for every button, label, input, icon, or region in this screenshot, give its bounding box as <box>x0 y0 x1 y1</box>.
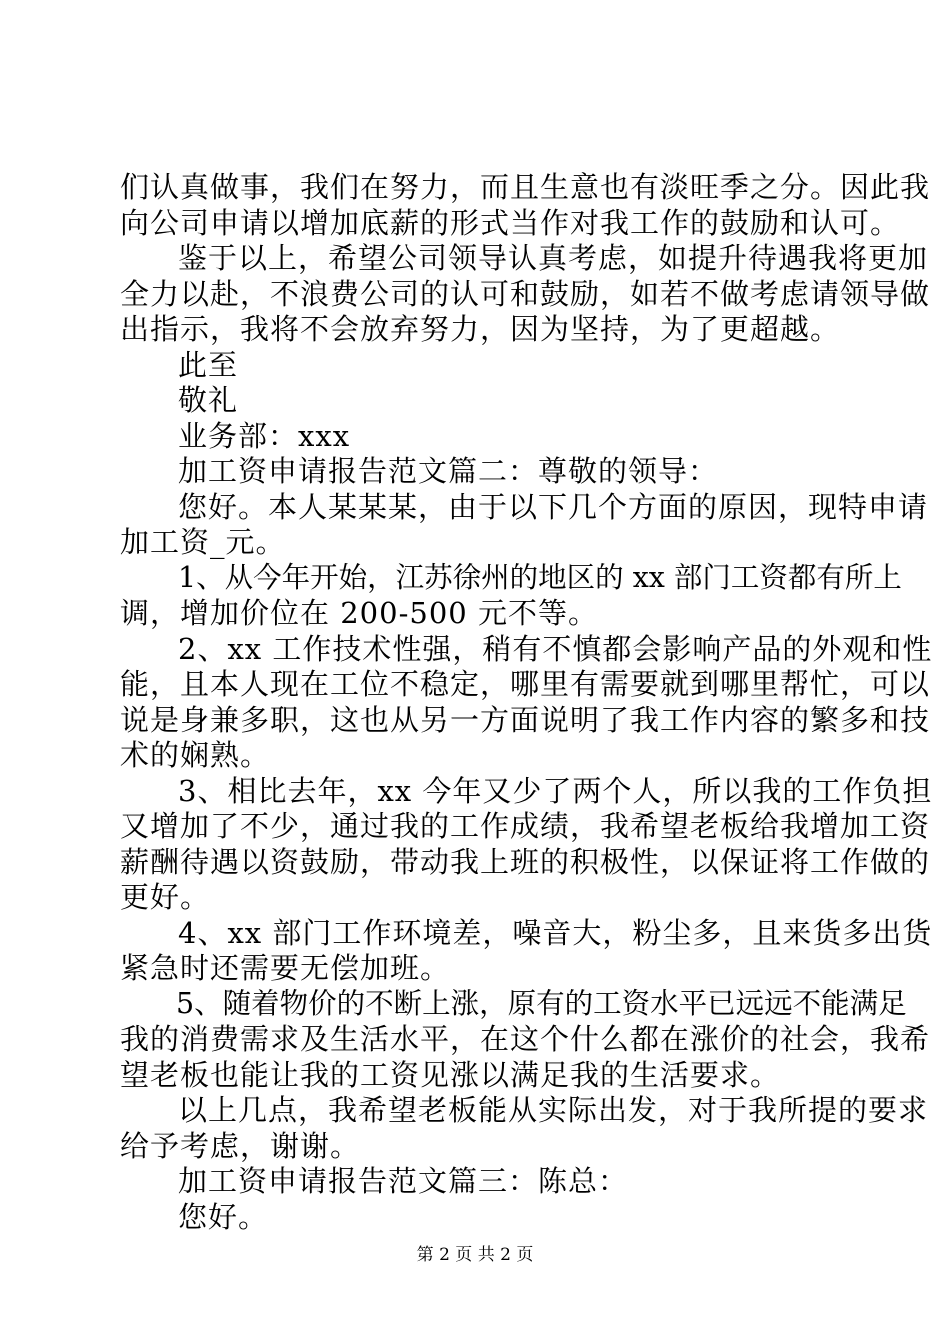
text-line: 全力以赴，不浪费公司的认可和鼓励，如若不做考虑请领导做 <box>120 277 931 311</box>
text-line: 以上几点，我希望老板能从实际出发，对于我所提的要求 <box>178 1093 929 1127</box>
text-line: 调，增加价位在 200-500 元不等。 <box>120 596 598 630</box>
text-line: 望老板也能让我的工资见涨以满足我的生活要求。 <box>120 1058 781 1092</box>
text-line: 3、相比去年，xx 今年又少了两个人，所以我的工作负担 <box>178 774 933 808</box>
text-line: 紧急时还需要无偿加班。 <box>120 951 451 985</box>
text-line: 薪酬待遇以资鼓励，带动我上班的积极性，以保证将工作做的 <box>120 845 931 879</box>
text-line: 加工资_元。 <box>120 525 286 559</box>
section-heading: 加工资申请报告范文篇二：尊敬的领导： <box>178 454 719 488</box>
text-line: 向公司申请以增加底薪的形式当作对我工作的鼓励和认可。 <box>120 206 901 240</box>
text-line: 给予考虑，谢谢。 <box>120 1129 361 1163</box>
text-line: 此至 <box>178 348 239 382</box>
text-line: 术的娴熟。 <box>120 738 271 772</box>
text-line: 敬礼 <box>178 383 239 417</box>
text-line: 我的消费需求及生活水平，在这个什么都在涨价的社会，我希 <box>120 1022 931 1056</box>
text-line: 您好。本人某某某，由于以下几个方面的原因，现特申请 <box>178 490 929 524</box>
text-line: 4、xx 部门工作环境差，噪音大，粉尘多，且来货多出货 <box>178 916 933 950</box>
text-line: 又增加了不少，通过我的工作成绩，我希望老板给我增加工资 <box>120 809 931 843</box>
text-line: 您好。 <box>178 1200 269 1234</box>
text-line: 鉴于以上，希望公司领导认真考虑，如提升待遇我将更加 <box>178 241 929 275</box>
text-line: 5、随着物价的不断上涨，原有的工资水平已远远不能满足 <box>176 987 907 1020</box>
text-line: 1、从今年开始，江苏徐州的地区的 xx 部门工资都有所上 <box>178 561 902 594</box>
text-line: 能，且本人现在工位不稳定，哪里有需要就到哪里帮忙，可以 <box>120 667 931 701</box>
text-line: 业务部：xxx <box>178 419 351 453</box>
text-line: 出指示，我将不会放弃努力，因为坚持，为了更超越。 <box>120 312 841 346</box>
page-number-footer: 第 2 页 共 2 页 <box>416 1245 534 1265</box>
text-line: 更好。 <box>120 880 211 914</box>
text-line: 说是身兼多职，这也从另一方面说明了我工作内容的繁多和技 <box>120 703 931 737</box>
section-heading: 加工资申请报告范文篇三：陈总： <box>178 1164 629 1198</box>
text-line: 们认真做事，我们在努力，而且生意也有淡旺季之分。因此我 <box>120 170 931 204</box>
text-line: 2、xx 工作技术性强，稍有不慎都会影响产品的外观和性 <box>178 632 933 666</box>
